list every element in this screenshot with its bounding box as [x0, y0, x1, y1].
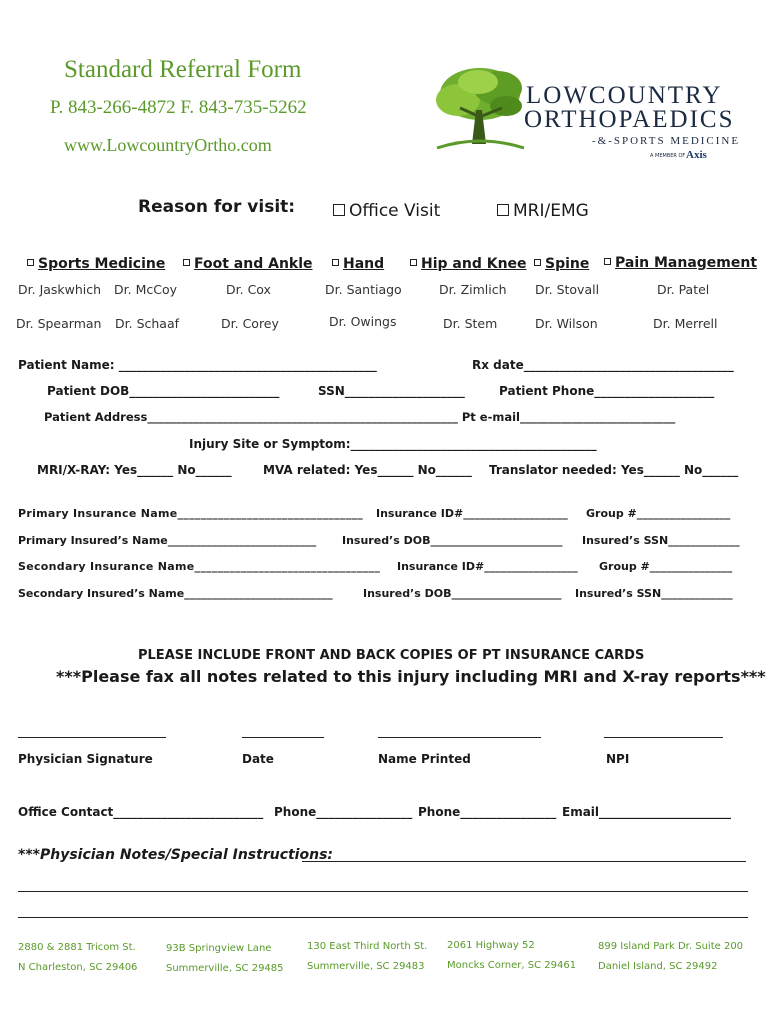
location-street: 130 East Third North St. — [307, 941, 428, 952]
specialty-checkbox[interactable] — [27, 259, 34, 266]
physician-notes-line-2[interactable] — [18, 891, 748, 892]
email-field[interactable]: Email______________________ — [562, 805, 732, 819]
office-visit-label: Office Visit — [349, 201, 441, 221]
specialty-label: Hand — [343, 256, 385, 272]
form-title: Standard Referral Form — [64, 56, 302, 83]
specialty-label: Pain Management — [615, 255, 758, 271]
office-visit-checkbox[interactable] — [333, 204, 345, 216]
doctor-name: Dr. Patel — [657, 282, 710, 297]
physician-signature-label: Physician Signature — [18, 752, 153, 766]
specialty-label: Foot and Ankle — [194, 256, 313, 272]
primary-insured-dob-field[interactable]: Insured’s DOB________________________ — [342, 534, 563, 547]
phone-field-1[interactable]: Phone________________ — [274, 805, 413, 819]
npi-label: NPI — [606, 752, 630, 766]
specialty-sports-medicine[interactable] — [27, 256, 165, 272]
ssn-field[interactable]: SSN____________________ — [318, 384, 465, 398]
mri-xray-field[interactable]: MRI/X-RAY: Yes______ No______ — [37, 463, 232, 477]
axis-logo: Axis — [686, 149, 707, 161]
doctor-name: Dr. Stovall — [535, 282, 600, 297]
primary-group-field[interactable]: Group #_________________ — [586, 507, 731, 520]
physician-notes-label: ***Physician Notes/Special Instructions: — [18, 847, 333, 863]
secondary-insured-ssn-field[interactable]: Insured’s SSN_____________ — [575, 587, 733, 600]
primary-insured-ssn-field[interactable]: Insured’s SSN_____________ — [582, 534, 740, 547]
specialty-hip-knee[interactable] — [410, 256, 527, 272]
secondary-insured-name-field[interactable]: Secondary Insured’s Name___________________________ — [18, 587, 333, 600]
name-printed-line[interactable] — [378, 737, 541, 738]
specialty-checkbox[interactable] — [534, 259, 541, 266]
doctor-name: Dr. Corey — [221, 316, 279, 331]
specialty-spine[interactable] — [534, 256, 589, 272]
physician-notes-line-3[interactable] — [18, 917, 748, 918]
primary-insurance-name-field[interactable]: Primary Insurance Name________________________________ — [18, 507, 364, 520]
website-link[interactable]: www.LowcountryOrtho.com — [64, 135, 272, 155]
specialty-pain-management[interactable] — [604, 255, 757, 271]
location-street: 2061 Highway 52 — [447, 940, 535, 951]
injury-site-field[interactable]: Injury Site or Symptom:_________________________________________ — [189, 437, 597, 451]
office-contact-field[interactable]: Office Contact_________________________ — [18, 805, 264, 819]
specialty-checkbox[interactable] — [183, 259, 190, 266]
date-label: Date — [242, 752, 274, 766]
office-visit-option[interactable] — [333, 201, 440, 221]
doctor-name: Dr. Santiago — [325, 282, 402, 297]
doctor-name: Dr. Spearman — [16, 316, 102, 331]
logo — [432, 64, 741, 174]
tree-icon — [432, 64, 527, 154]
physician-notes-line-1[interactable] — [302, 861, 746, 862]
mri-emg-label: MRI/EMG — [513, 201, 589, 221]
location-street: 2880 & 2881 Tricom St. — [18, 942, 136, 953]
doctor-name: Dr. Zimlich — [439, 282, 507, 297]
name-printed-label: Name Printed — [378, 752, 471, 766]
location-city: Summerville, SC 29485 — [166, 963, 284, 974]
patient-name-field[interactable]: Patient Name: ___________________________________________ — [18, 358, 377, 372]
logo-affiliation: A MEMBER OF — [650, 153, 686, 159]
patient-phone-field[interactable]: Patient Phone____________________ — [499, 384, 715, 398]
phone-field-2[interactable]: Phone________________ — [418, 805, 557, 819]
fax-notes-notice: ***Please fax all notes related to this injury including MRI and X-ray reports*** — [56, 667, 766, 686]
logo-name-line1: LOWCOUNTRY — [526, 82, 723, 109]
physician-signature-line[interactable] — [18, 737, 166, 738]
insurance-cards-notice: PLEASE INCLUDE FRONT AND BACK COPIES OF PT INSURANCE CARDS — [138, 648, 645, 663]
doctor-name: Dr. McCoy — [114, 282, 177, 297]
mri-emg-option[interactable] — [497, 201, 589, 221]
location-street: 93B Springview Lane — [166, 943, 272, 954]
specialty-checkbox[interactable] — [332, 259, 339, 266]
secondary-insurance-id-field[interactable]: Insurance ID#_________________ — [397, 560, 578, 573]
specialty-hand[interactable] — [332, 256, 384, 272]
specialty-label: Sports Medicine — [38, 256, 166, 272]
specialty-checkbox[interactable] — [410, 259, 417, 266]
date-line[interactable] — [242, 737, 324, 738]
location-city: Moncks Corner, SC 29461 — [447, 960, 577, 971]
phone-fax: P. 843-266-4872 F. 843-735-5262 — [50, 97, 307, 118]
doctor-name: Dr. Stem — [443, 316, 498, 331]
doctor-name: Dr. Schaaf — [115, 316, 180, 331]
location-street: 899 Island Park Dr. Suite 200 — [598, 941, 744, 952]
patient-address-field[interactable]: Patient Address______________________________________________________ Pt e-mail___________________________ — [44, 410, 676, 424]
location-city: N Charleston, SC 29406 — [18, 962, 138, 973]
specialty-label: Spine — [545, 256, 590, 272]
primary-insured-name-field[interactable]: Primary Insured’s Name___________________________ — [18, 534, 317, 547]
mva-related-field[interactable]: MVA related: Yes______ No______ — [263, 463, 472, 477]
reason-label: Reason for visit: — [138, 197, 296, 217]
specialty-label: Hip and Knee — [421, 256, 527, 272]
doctor-name: Dr. Owings — [329, 314, 397, 329]
patient-dob-field[interactable]: Patient DOB_________________________ — [47, 384, 280, 398]
doctor-name: Dr. Wilson — [535, 316, 598, 331]
mri-emg-checkbox[interactable] — [497, 204, 509, 216]
npi-line[interactable] — [604, 737, 723, 738]
translator-field[interactable]: Translator needed: Yes______ No______ — [489, 463, 739, 477]
secondary-insured-dob-field[interactable]: Insured’s DOB____________________ — [363, 587, 562, 600]
secondary-group-field[interactable]: Group #_______________ — [599, 560, 733, 573]
logo-name-line2: ORTHOPAEDICS — [524, 106, 735, 133]
doctor-name: Dr. Merrell — [653, 316, 718, 331]
location-city: Daniel Island, SC 29492 — [598, 961, 718, 972]
specialty-foot-ankle[interactable] — [183, 256, 313, 272]
doctor-name: Dr. Jaskwhich — [18, 282, 102, 297]
rx-date-field[interactable]: Rx date___________________________________ — [472, 358, 734, 372]
secondary-insurance-name-field[interactable]: Secondary Insurance Name________________________________ — [18, 560, 381, 573]
primary-insurance-id-field[interactable]: Insurance ID#___________________ — [376, 507, 568, 520]
location-city: Summerville, SC 29483 — [307, 961, 425, 972]
doctor-name: Dr. Cox — [226, 282, 271, 297]
specialty-checkbox[interactable] — [604, 258, 611, 265]
logo-name-line3: -&-SPORTS MEDICINE — [592, 135, 741, 147]
